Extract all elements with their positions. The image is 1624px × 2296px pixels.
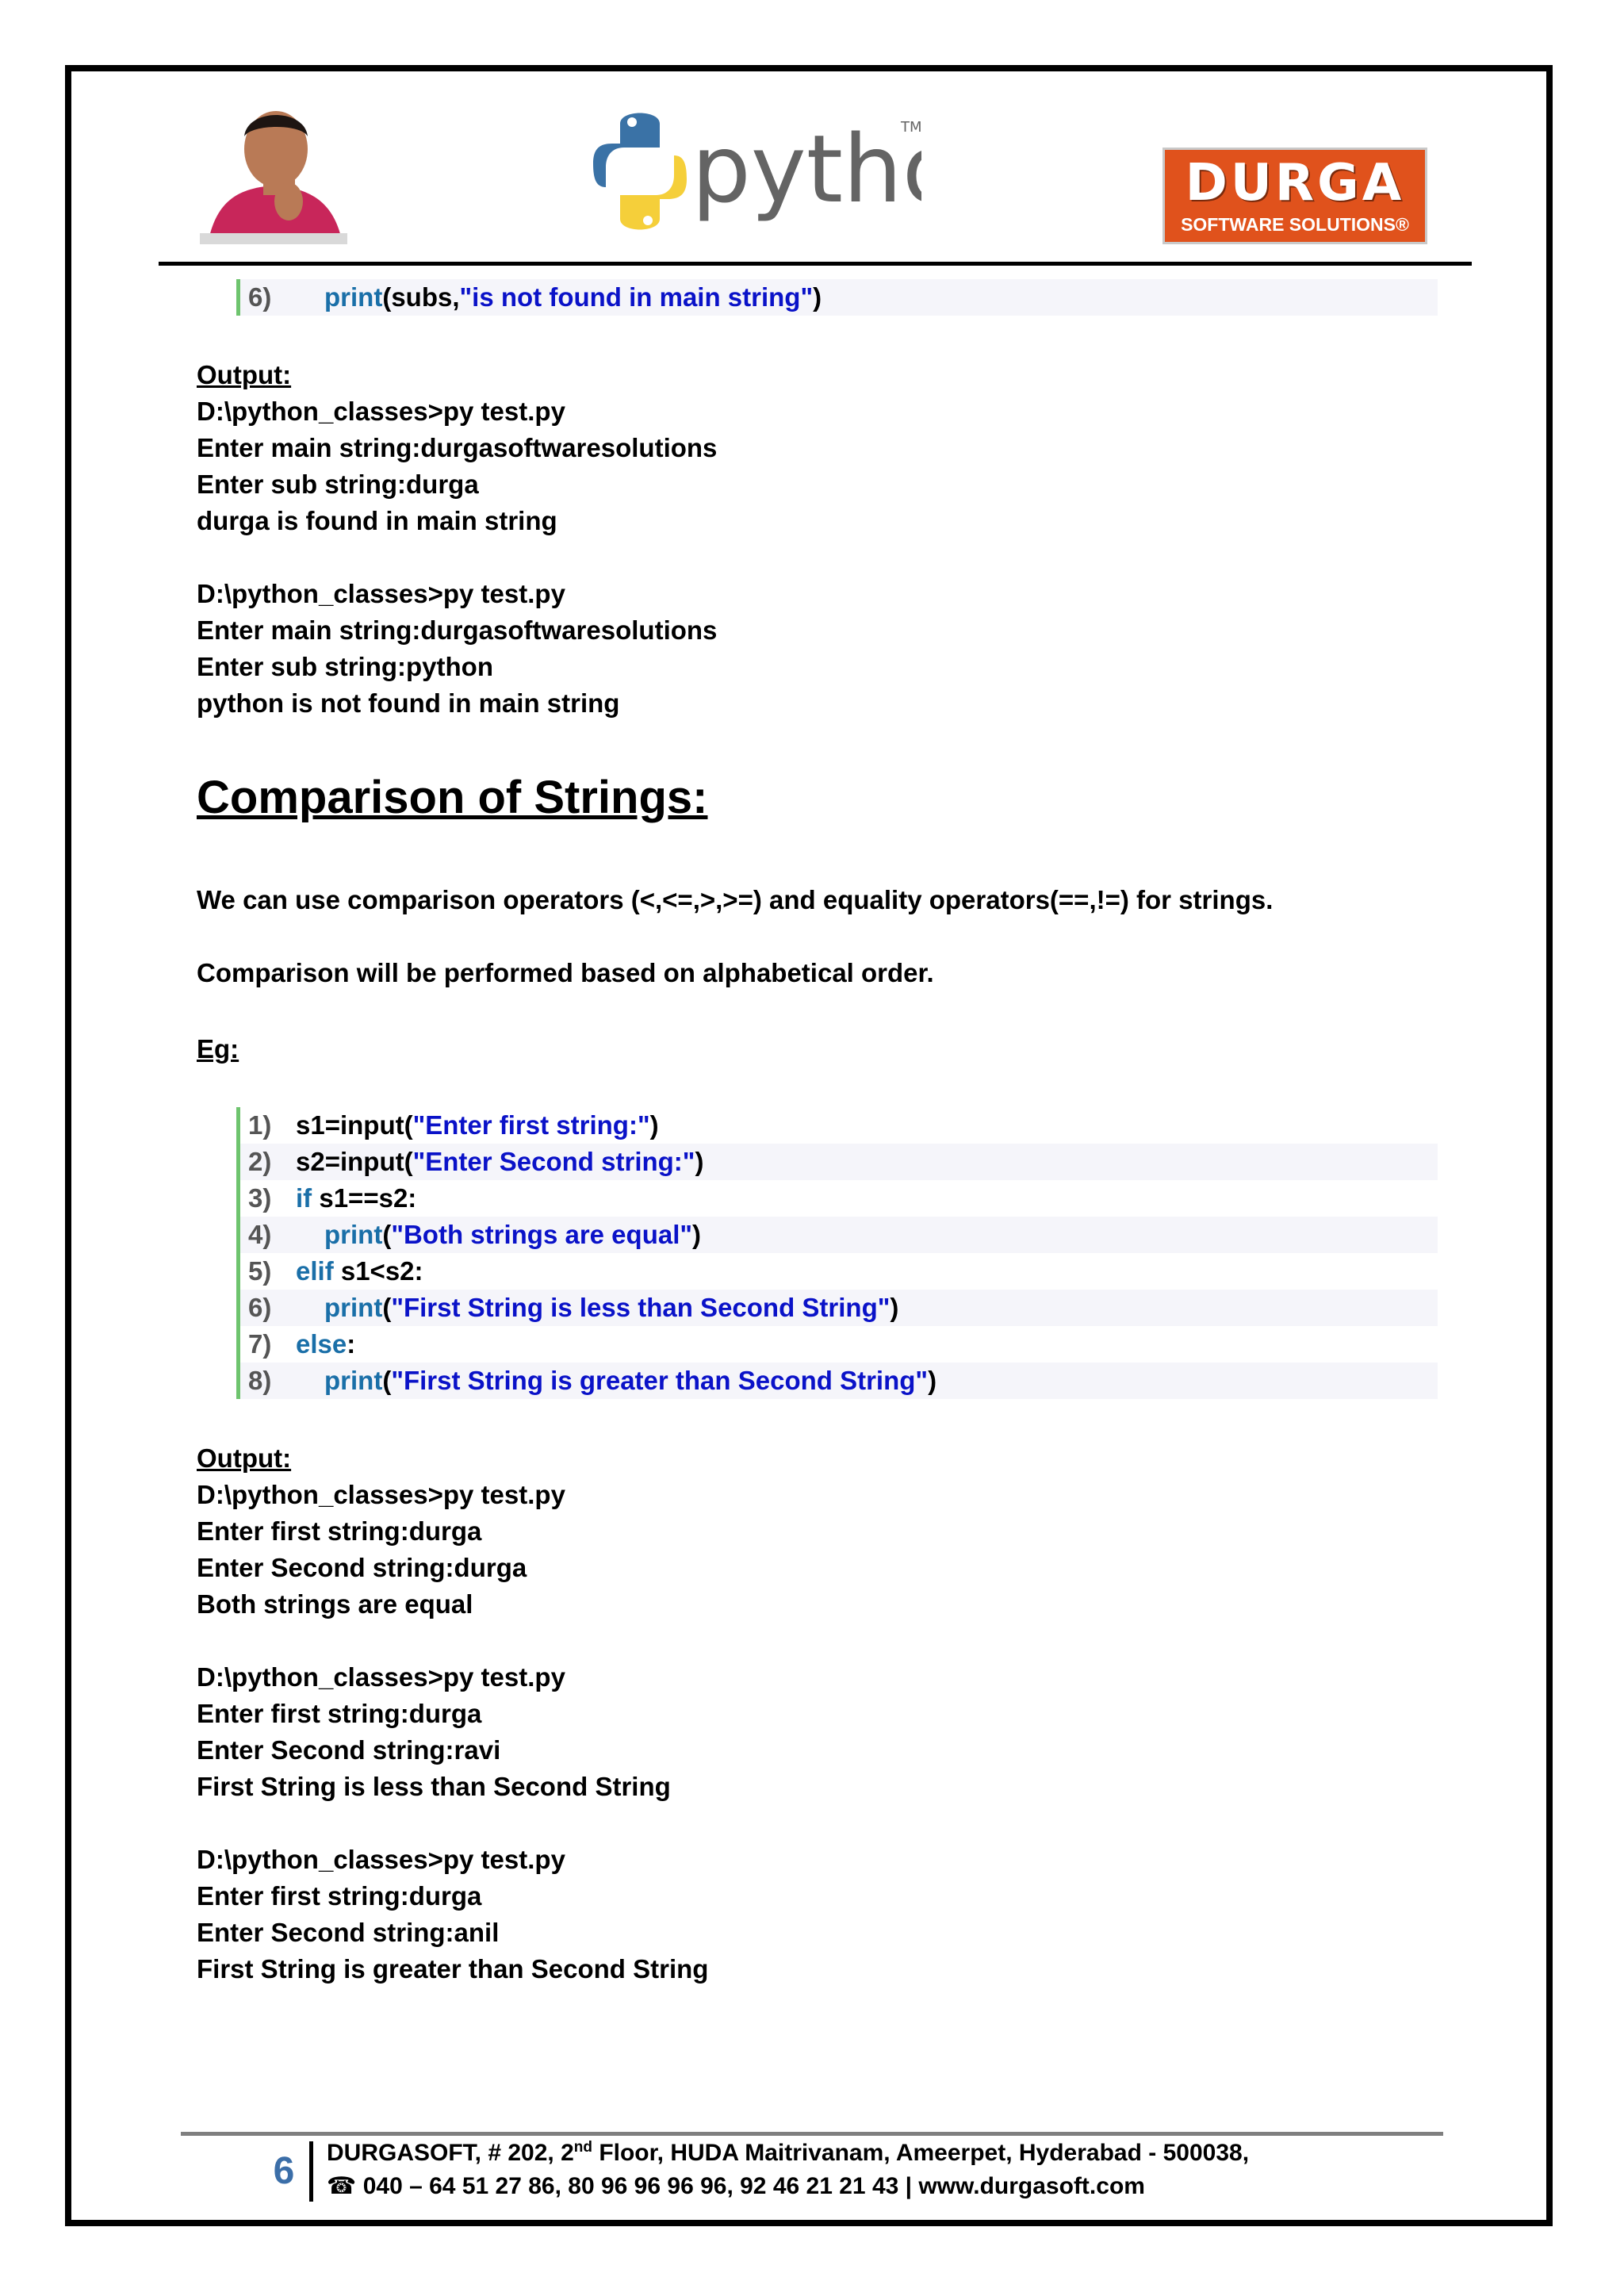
contact-line: ☎ 040 – 64 51 27 86, 80 96 96 96 96, 92 46 21 21 43 | www.durgasoft.com: [327, 2173, 1145, 2199]
output-line: Enter sub string:durga: [197, 470, 479, 499]
code-line: [240, 1253, 1438, 1290]
output-line: Enter Second string:anil: [197, 1918, 500, 1947]
code-text: s2=input("Enter Second string:"): [296, 1147, 704, 1176]
output-line: Enter main string:durgasoftwaresolutions: [197, 433, 718, 462]
footer-divider: [181, 2132, 1443, 2136]
code-text: print("Both strings are equal"): [324, 1220, 702, 1249]
output-line: durga is found in main string: [197, 506, 557, 535]
footer-separator: [309, 2141, 313, 2202]
code-text: print("First String is less than Second String"): [324, 1293, 899, 1322]
output-heading: Output:: [197, 1443, 292, 1473]
code-text: else:: [296, 1329, 356, 1359]
address-line: DURGASOFT, # 202, 2nd Floor, HUDA Maitrivanam, Ameerpet, Hyderabad - 500038,: [327, 2139, 1250, 2166]
output-line: Enter sub string:python: [197, 652, 493, 681]
line-number: 7): [248, 1329, 272, 1359]
brand-subtitle: SOFTWARE SOLUTIONS®: [1181, 214, 1409, 235]
author-photo: [200, 97, 347, 244]
code-block: [236, 1107, 1438, 1399]
brand-name: DURGA: [1185, 154, 1405, 213]
output-line: python is not found in main string: [197, 688, 620, 718]
code-line: [240, 1290, 1438, 1326]
code-text: if s1==s2:: [296, 1183, 417, 1213]
output-line: First String is greater than Second String: [197, 1954, 709, 1984]
line-number: 6): [248, 1293, 272, 1322]
python-logo: [588, 100, 921, 243]
code-line: [240, 1107, 1438, 1144]
output-line: Enter first string:durga: [197, 1516, 482, 1546]
code-text: print(subs,"is not found in main string"): [324, 282, 822, 312]
line-number: 1): [248, 1110, 272, 1140]
footer-address: [327, 2137, 1249, 2203]
code-line: [240, 1180, 1438, 1217]
paragraph: We can use comparison operators (<,<=,>,>=) and equality operators(==,!=) for strings.: [197, 885, 1274, 914]
line-number: 6): [248, 282, 272, 312]
output-line: D:\python_classes>py test.py: [197, 397, 565, 426]
python-logo-text: pyth: [691, 114, 902, 224]
header-divider: [159, 262, 1472, 266]
trademark-mark: TM: [901, 119, 921, 136]
output-line: Enter first string:durga: [197, 1699, 482, 1728]
phone-icon: ☎: [327, 2173, 357, 2199]
example-label: Eg:: [197, 1034, 239, 1064]
section-title: Comparison of Strings:: [197, 772, 708, 823]
output-line: D:\python_classes>py test.py: [197, 1845, 565, 1874]
line-number: 4): [248, 1220, 272, 1249]
page-number: 6: [273, 2150, 295, 2192]
code-text: elif s1<s2:: [296, 1256, 423, 1286]
code-line: [240, 1217, 1438, 1253]
line-number: 8): [248, 1366, 272, 1395]
output-line: Enter Second string:ravi: [197, 1735, 501, 1765]
output-line: D:\python_classes>py test.py: [197, 1662, 565, 1692]
code-block-fragment: [236, 279, 1438, 316]
code-text: s1=input("Enter first string:"): [296, 1110, 659, 1140]
code-line: [240, 1144, 1438, 1180]
output-line: First String is less than Second String: [197, 1772, 671, 1801]
output-line: Enter main string:durgasoftwaresolutions: [197, 615, 718, 645]
line-number: 5): [248, 1256, 272, 1286]
output-line: Both strings are equal: [197, 1589, 473, 1619]
output-line: D:\python_classes>py test.py: [197, 1480, 565, 1509]
code-line: [240, 1363, 1438, 1399]
output-heading: Output:: [197, 360, 292, 389]
line-number: 2): [248, 1147, 272, 1176]
code-line: [240, 1326, 1438, 1363]
line-number: 3): [248, 1183, 272, 1213]
output-line: D:\python_classes>py test.py: [197, 579, 565, 608]
code-text: print("First String is greater than Second String"): [324, 1366, 937, 1395]
code-line: [240, 279, 1438, 316]
paragraph: Comparison will be performed based on alphabetical order.: [197, 958, 934, 987]
durga-logo: [1162, 148, 1427, 244]
output-line: Enter first string:durga: [197, 1881, 482, 1911]
output-line: Enter Second string:durga: [197, 1553, 527, 1582]
